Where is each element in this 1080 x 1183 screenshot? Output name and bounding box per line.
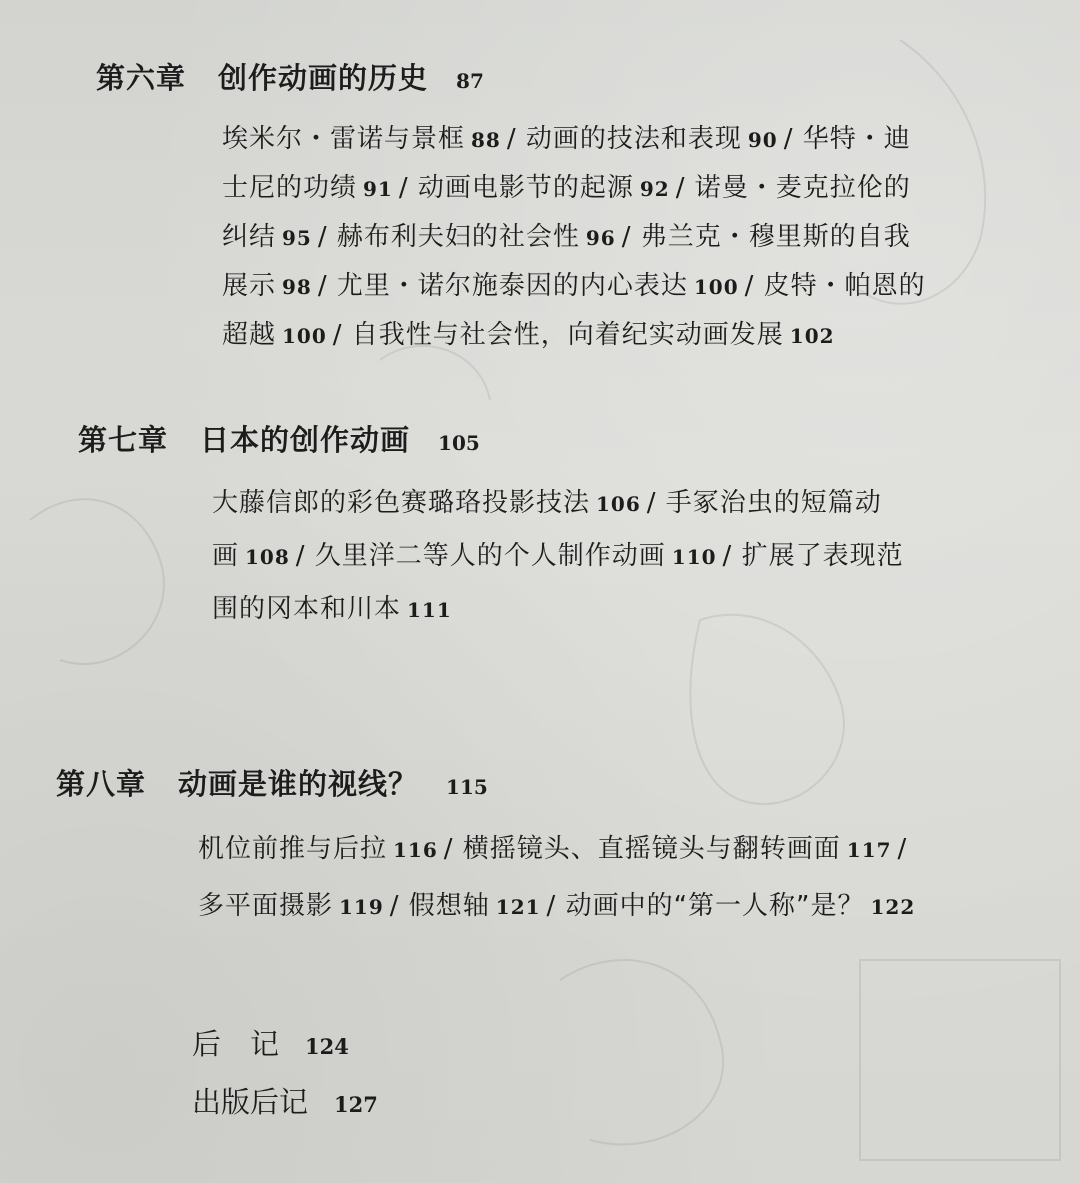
- toc-line: [212, 583, 904, 636]
- section-page-number: 122: [870, 895, 916, 919]
- back-matter-label: 出版后记: [192, 1085, 309, 1119]
- section-page-number: 95: [282, 226, 312, 250]
- back-matter-page-number: 124: [305, 1034, 349, 1059]
- section-title-text: 纠结: [222, 222, 277, 252]
- chapter-page-number: 105: [438, 431, 480, 455]
- chapter-page-number: 115: [446, 775, 488, 799]
- section-title-text: 士尼的功绩: [222, 173, 358, 203]
- back-matter-label: 后 记: [192, 1027, 280, 1061]
- chapter-page-number: 87: [456, 69, 484, 93]
- chapter-heading: [56, 762, 921, 803]
- section-title-text: / 手冢治虫的短篇动: [646, 488, 882, 518]
- section-title-text: / 华特・迪: [783, 124, 911, 154]
- toc-line: [222, 262, 926, 311]
- section-page-number: 119: [339, 895, 384, 919]
- section-page-number: 116: [393, 838, 438, 862]
- section-title-text: / 横摇镜头、直摇镜头与翻转画面: [443, 834, 841, 864]
- section-title-text: / 诺曼・麦克拉伦的: [675, 173, 911, 203]
- section-page-number: 92: [639, 177, 670, 201]
- chapter-number: 第七章: [78, 423, 169, 457]
- section-page-number: 108: [245, 545, 290, 569]
- chapter-8-entry: [56, 762, 921, 935]
- section-title-text: 埃米尔・雷诺与景框: [222, 124, 466, 154]
- section-title-text: / 扩展了表现范: [722, 541, 904, 571]
- section-title-text: / 尤里・诺尔施泰因的内心表达: [317, 271, 688, 301]
- chapter-heading: [96, 56, 926, 97]
- section-title-text: / 赫布利夫妇的社会性: [317, 222, 580, 252]
- section-page-number: 91: [363, 177, 393, 201]
- chapter-sections: [222, 115, 926, 360]
- chapter-title: 创作动画的历史: [218, 61, 429, 95]
- section-title-text: / 弗兰克・穆里斯的自我: [621, 222, 911, 252]
- section-title-text: /: [897, 834, 908, 864]
- back-matter-afterword: [192, 1022, 349, 1063]
- section-page-number: 117: [846, 838, 892, 862]
- section-title-text: 画: [212, 541, 240, 571]
- chapter-6-entry: [96, 56, 926, 360]
- chapter-sections: [198, 821, 921, 935]
- section-page-number: 100: [282, 324, 327, 348]
- chapter-heading: [78, 418, 904, 459]
- section-title-text: 展示: [222, 271, 277, 301]
- section-page-number: 121: [495, 895, 541, 919]
- section-title-text: 围的冈本和川本: [212, 594, 402, 624]
- toc-line: [198, 821, 921, 878]
- section-title-text: 大藤信郎的彩色赛璐珞投影技法: [212, 488, 591, 518]
- section-page-number: 110: [671, 545, 717, 569]
- toc-line: [222, 164, 926, 213]
- toc-line: [212, 530, 904, 583]
- section-title-text: / 自我性与社会性，向着纪实动画发展: [332, 320, 784, 350]
- toc-line: [222, 311, 926, 360]
- toc-line: [222, 213, 926, 262]
- section-title-text: / 动画的技法和表现: [506, 124, 742, 154]
- toc-line: [198, 878, 921, 935]
- section-page-number: 98: [282, 275, 312, 299]
- section-page-number: 96: [585, 226, 616, 250]
- chapter-number: 第八章: [56, 767, 147, 801]
- chapter-title: 动画是谁的视线？: [178, 767, 419, 801]
- section-title-text: / 假想轴: [389, 891, 490, 921]
- section-page-number: 106: [596, 492, 641, 516]
- back-matter-publisher-afterword: [192, 1080, 378, 1121]
- section-page-number: 102: [789, 324, 835, 348]
- back-matter-page-number: 127: [334, 1092, 378, 1117]
- chapter-7-entry: [78, 418, 904, 636]
- chapter-title: 日本的创作动画: [200, 423, 411, 457]
- toc-line: [222, 115, 926, 164]
- section-title-text: / 动画中的“第一人称”是？: [546, 891, 865, 921]
- section-title-text: 机位前推与后拉: [198, 834, 388, 864]
- section-page-number: 90: [747, 128, 778, 152]
- section-title-text: / 动画电影节的起源: [398, 173, 634, 203]
- chapter-number: 第六章: [96, 61, 187, 95]
- section-page-number: 88: [471, 128, 501, 152]
- section-title-text: 超越: [222, 320, 277, 350]
- section-page-number: 100: [693, 275, 739, 299]
- section-title-text: 多平面摄影: [198, 891, 334, 921]
- section-page-number: 111: [407, 598, 452, 622]
- toc-line: [212, 477, 904, 530]
- chapter-sections: [212, 477, 904, 636]
- section-title-text: / 皮特・帕恩的: [744, 271, 926, 301]
- section-title-text: / 久里洋二等人的个人制作动画: [295, 541, 666, 571]
